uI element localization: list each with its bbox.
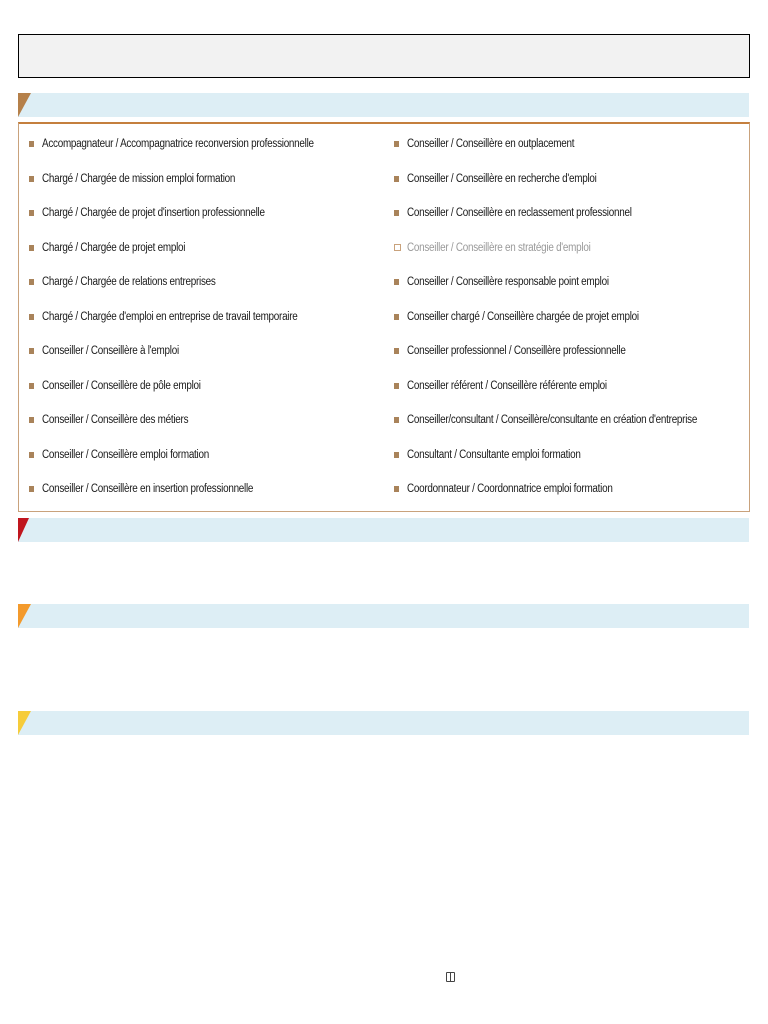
list-item: Conseiller / Conseillère de pôle emploi (29, 369, 358, 404)
list-item: Consultant / Consultante emploi formation (394, 438, 744, 473)
flag-marker-1 (18, 93, 31, 117)
job-list-left (29, 127, 358, 507)
square-bullet-icon (29, 279, 34, 285)
square-bullet-icon (29, 141, 34, 147)
square-bullet-icon (29, 314, 34, 320)
square-bullet-icon (394, 417, 399, 423)
title-box (18, 34, 750, 78)
square-bullet-icon (29, 245, 34, 251)
job-list-right (394, 127, 744, 507)
square-bullet-icon (394, 176, 399, 182)
job-titles-panel (18, 122, 750, 512)
list-item: Conseiller référent / Conseillère référente emploi (394, 369, 744, 404)
list-item: Conseiller / Conseillère en outplacement (394, 127, 744, 162)
square-bullet-icon (29, 176, 34, 182)
square-bullet-icon (394, 141, 399, 147)
list-item: Conseiller / Conseillère en reclassement professionnel (394, 196, 744, 231)
list-item: Conseiller / Conseillère responsable point emploi (394, 265, 744, 300)
list-item: Chargé / Chargée de projet d'insertion professionnelle (29, 196, 358, 231)
square-bullet-icon (394, 210, 399, 216)
list-item: Conseiller / Conseillère emploi formation (29, 438, 358, 473)
square-bullet-icon (29, 383, 34, 389)
square-bullet-icon (394, 348, 399, 354)
list-item: Conseiller / Conseillère des métiers (29, 403, 358, 438)
list-item: Conseiller / Conseillère en recherche d'emploi (394, 162, 744, 197)
square-bullet-icon (29, 210, 34, 216)
square-bullet-icon (394, 314, 399, 320)
section-bar-4 (18, 711, 749, 735)
section-bar-2 (18, 518, 749, 542)
list-item: Conseiller / Conseillère à l'emploi (29, 334, 358, 369)
list-item: Conseiller / Conseillère en insertion professionnelle (29, 472, 358, 507)
square-bullet-icon (394, 486, 399, 492)
flag-marker-3 (18, 604, 31, 628)
square-bullet-icon (394, 279, 399, 285)
square-bullet-icon (29, 486, 34, 492)
list-item-current: Conseiller / Conseillère en stratégie d'emploi (394, 231, 744, 266)
list-item: Conseiller chargé / Conseillère chargée de projet emploi (394, 300, 744, 335)
flag-marker-4 (18, 711, 31, 735)
list-item: Accompagnateur / Accompagnatrice reconversion professionnelle (29, 127, 358, 162)
book-icon[interactable] (446, 972, 455, 982)
section-bar-3 (18, 604, 749, 628)
hollow-bullet-icon (394, 244, 401, 251)
square-bullet-icon (29, 417, 34, 423)
list-item: Conseiller professionnel / Conseillère professionnelle (394, 334, 744, 369)
list-item: Chargé / Chargée d'emploi en entreprise de travail temporaire (29, 300, 358, 335)
square-bullet-icon (394, 383, 399, 389)
list-item: Conseiller/consultant / Conseillère/consultante en création d'entreprise (394, 403, 744, 438)
section-bar-1 (18, 93, 749, 117)
list-item: Chargé / Chargée de projet emploi (29, 231, 358, 266)
square-bullet-icon (29, 348, 34, 354)
flag-marker-2 (18, 518, 29, 542)
square-bullet-icon (394, 452, 399, 458)
list-item: Coordonnateur / Coordonnatrice emploi formation (394, 472, 744, 507)
square-bullet-icon (29, 452, 34, 458)
list-item: Chargé / Chargée de mission emploi formation (29, 162, 358, 197)
list-item: Chargé / Chargée de relations entreprises (29, 265, 358, 300)
